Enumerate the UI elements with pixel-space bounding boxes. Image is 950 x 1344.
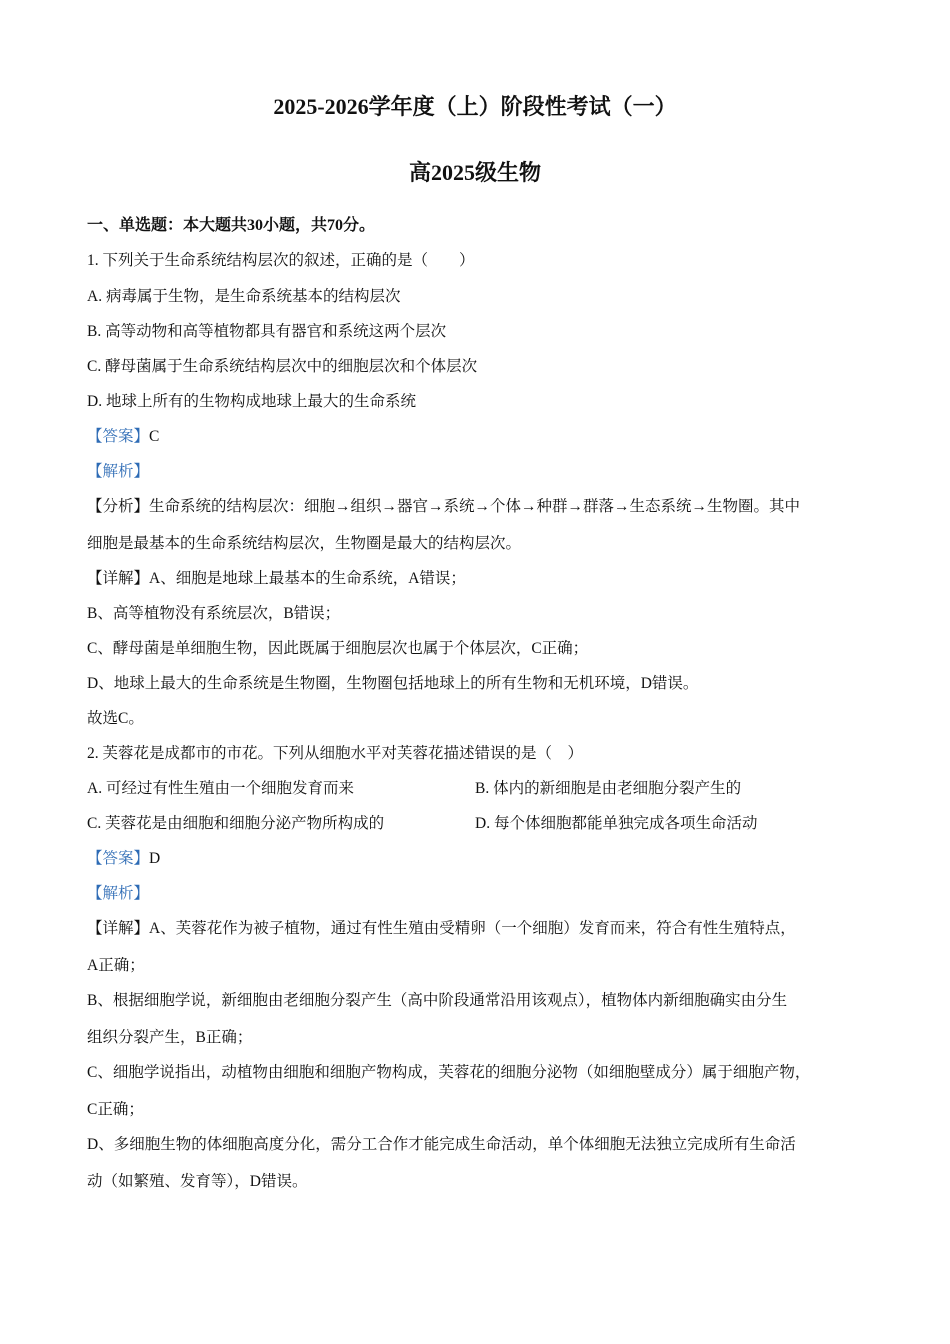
question-2-analysis-line: 【详解】A、芙蓉花作为被子植物，通过有性生殖由受精卵（一个细胞）发育而来，符合有性生殖特点， (87, 920, 796, 937)
question-2-option-d: D. 每个体细胞都能单独完成各项生命活动 (475, 815, 758, 832)
question-2-analysis-line: 动（如繁殖、发育等），D错误。 (87, 1173, 308, 1190)
question-1-analysis-tag: 【解析】 (87, 463, 150, 480)
question-1-analysis-line: 【详解】A、细胞是地球上最基本的生命系统，A错误； (87, 570, 466, 587)
question-1-analysis-line: 【分析】生命系统的结构层次：细胞→组织→器官→系统→个体→种群→群落→生态系统→生物圈。其中 (87, 498, 801, 515)
question-2-answer (87, 846, 160, 868)
question-2-stem: 2. 芙蓉花是成都市的市花。下列从细胞水平对芙蓉花描述错误的是（ ） (87, 745, 584, 762)
question-2-analysis-line: C、细胞学说指出，动植物由细胞和细胞产物构成，芙蓉花的细胞分泌物（如细胞壁成分）属于细胞产物， (87, 1064, 811, 1081)
question-1-option-b: B. 高等动物和高等植物都具有器官和系统这两个层次 (87, 323, 447, 340)
answer-tag: 【答案】 (87, 428, 150, 445)
question-2-option-a: A. 可经过有性生殖由一个细胞发育而来 (87, 780, 354, 797)
question-2-analysis-line: C正确； (87, 1101, 144, 1118)
question-2-analysis-line: A正确； (87, 957, 145, 974)
question-2-option-c: C. 芙蓉花是由细胞和细胞分泌产物所构成的 (87, 815, 385, 832)
answer-value: D (149, 850, 161, 867)
answer-tag: 【答案】 (87, 850, 150, 867)
question-2-analysis-line: D、多细胞生物的体细胞高度分化，需分工合作才能完成生命活动，单个体细胞无法独立完成所有生命活 (87, 1136, 796, 1153)
question-1-analysis-line: 细胞是最基本的生命系统结构层次，生物圈是最大的结构层次。 (87, 535, 522, 552)
page-subtitle: 高2025级生物 (408, 160, 541, 185)
question-1-option-a: A. 病毒属于生物，是生命系统基本的结构层次 (87, 288, 401, 305)
question-1-analysis-line: C、酵母菌是单细胞生物，因此既属于细胞层次也属于个体层次，C正确； (87, 640, 589, 657)
question-1-conclusion: 故选C。 (87, 710, 144, 727)
question-1-option-c: C. 酵母菌属于生命系统结构层次中的细胞层次和个体层次 (87, 358, 478, 375)
question-1-answer (87, 424, 159, 446)
section-title: 一、单选题：本大题共30小题，共70分。 (87, 217, 376, 234)
question-2-analysis-tag: 【解析】 (87, 885, 150, 902)
question-2-option-b: B. 体内的新细胞是由老细胞分裂产生的 (475, 780, 742, 797)
question-1-analysis-line: B、高等植物没有系统层次，B错误； (87, 605, 341, 622)
question-2-analysis-line: B、根据细胞学说，新细胞由老细胞分裂产生（高中阶段通常沿用该观点），植物体内新细胞确实由分生 (87, 992, 788, 1009)
answer-value: C (149, 428, 160, 445)
question-2-analysis-line: 组织分裂产生，B正确； (87, 1029, 253, 1046)
question-1-analysis-line: D、地球上最大的生命系统是生物圈，生物圈包括地球上的所有生物和无机环境，D错误。 (87, 675, 699, 692)
page-title: 2025-2026学年度（上）阶段性考试（一） (273, 94, 677, 119)
question-1-stem: 1. 下列关于生命系统结构层次的叙述，正确的是（ ） (87, 252, 475, 269)
question-1-option-d: D. 地球上所有的生物构成地球上最大的生命系统 (87, 393, 416, 410)
